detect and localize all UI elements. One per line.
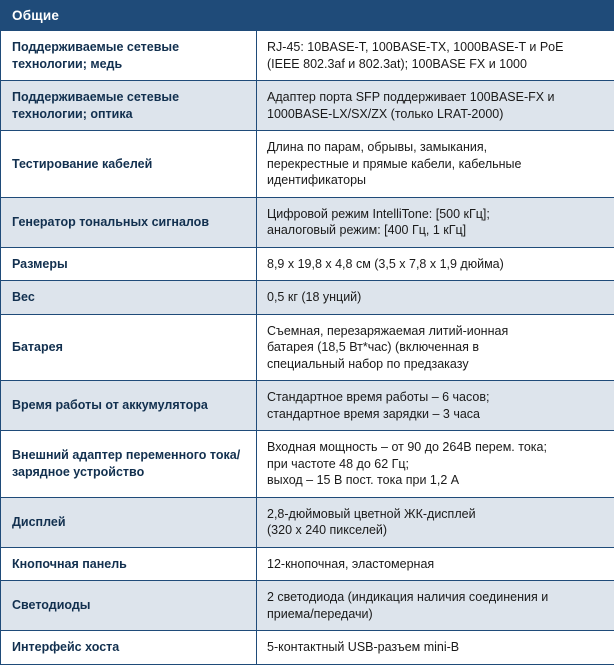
spec-value — [257, 547, 614, 581]
spec-label: Дисплей — [1, 497, 257, 547]
spec-label: Светодиоды — [1, 581, 257, 631]
spec-value-line: Длина по парам, обрывы, замыкания, — [267, 139, 604, 156]
spec-label: Внешний адаптер переменного тока/зарядное устройство — [1, 431, 257, 498]
spec-value-line: батарея (18,5 Вт*час) (включенная в — [267, 339, 604, 356]
spec-value — [257, 631, 614, 665]
table-row — [1, 131, 614, 198]
spec-value-line: Адаптер порта SFP поддерживает 100BASE-FX и — [267, 89, 604, 106]
spec-value-line: (IEEE 802.3af и 802.3at); 100BASE FX и 1000 — [267, 56, 604, 73]
table-body — [1, 31, 614, 665]
spec-label: Интерфейс хоста — [1, 631, 257, 665]
spec-value-line: выход – 15 В пост. тока при 1,2 A — [267, 472, 604, 489]
table-row — [1, 631, 614, 665]
spec-value — [257, 197, 614, 247]
spec-label: Тестирование кабелей — [1, 131, 257, 198]
spec-value-line: RJ-45: 10BASE-T, 100BASE-TX, 1000BASE-T и PoE — [267, 39, 604, 56]
spec-value-line: 1000BASE-LX/SX/ZX (только LRAT-2000) — [267, 106, 604, 123]
spec-label: Вес — [1, 281, 257, 315]
spec-value — [257, 381, 614, 431]
spec-value-line: специальный набор по предзаказу — [267, 356, 604, 373]
spec-value-line: Стандартное время работы – 6 часов; — [267, 389, 604, 406]
table-row — [1, 431, 614, 498]
spec-value-line: перекрестные и прямые кабели, кабельные — [267, 156, 604, 173]
spec-value-line: 8,9 x 19,8 x 4,8 см (3,5 x 7,8 x 1,9 дюйма) — [267, 256, 604, 273]
spec-value-line: стандартное время зарядки – 3 часа — [267, 406, 604, 423]
spec-value — [257, 581, 614, 631]
spec-value — [257, 431, 614, 498]
spec-label: Поддерживаемые сетевые технологии; медь — [1, 31, 257, 81]
table-row — [1, 497, 614, 547]
spec-value-line: 2,8-дюймовый цветной ЖК-дисплей — [267, 506, 604, 523]
spec-value-line: аналоговый режим: [400 Гц, 1 кГц] — [267, 222, 604, 239]
spec-label: Размеры — [1, 247, 257, 281]
spec-value-line: 2 светодиода (индикация наличия соединения и — [267, 589, 604, 606]
table-row — [1, 581, 614, 631]
spec-label: Генератор тональных сигналов — [1, 197, 257, 247]
spec-value-line: 5-контактный USB-разъем mini-B — [267, 639, 604, 656]
spec-value — [257, 497, 614, 547]
spec-label: Поддерживаемые сетевые технологии; оптика — [1, 81, 257, 131]
table-header-title: Общие — [1, 1, 614, 31]
spec-value — [257, 247, 614, 281]
spec-value — [257, 281, 614, 315]
spec-value — [257, 314, 614, 381]
spec-value — [257, 131, 614, 198]
spec-label: Батарея — [1, 314, 257, 381]
table-row — [1, 281, 614, 315]
spec-label: Время работы от аккумулятора — [1, 381, 257, 431]
spec-value-line: Съемная, перезаряжаемая литий-ионная — [267, 323, 604, 340]
spec-value-line: 12-кнопочная, эластомерная — [267, 556, 604, 573]
spec-value-line: (320 x 240 пикселей) — [267, 522, 604, 539]
table-row — [1, 247, 614, 281]
spec-value-line: Входная мощность – от 90 до 264В перем. тока; — [267, 439, 604, 456]
table-row — [1, 81, 614, 131]
table-row — [1, 314, 614, 381]
spec-value-line: приема/передачи) — [267, 606, 604, 623]
spec-value — [257, 81, 614, 131]
table-row — [1, 547, 614, 581]
spec-value-line: Цифровой режим IntelliTone: [500 кГц]; — [267, 206, 604, 223]
spec-value — [257, 31, 614, 81]
spec-value-line: идентификаторы — [267, 172, 604, 189]
spec-label: Кнопочная панель — [1, 547, 257, 581]
table-row — [1, 31, 614, 81]
spec-value-line: при частоте 48 до 62 Гц; — [267, 456, 604, 473]
table-row — [1, 381, 614, 431]
table-header-row — [1, 1, 614, 31]
spec-value-line: 0,5 кг (18 унций) — [267, 289, 604, 306]
table-row — [1, 197, 614, 247]
